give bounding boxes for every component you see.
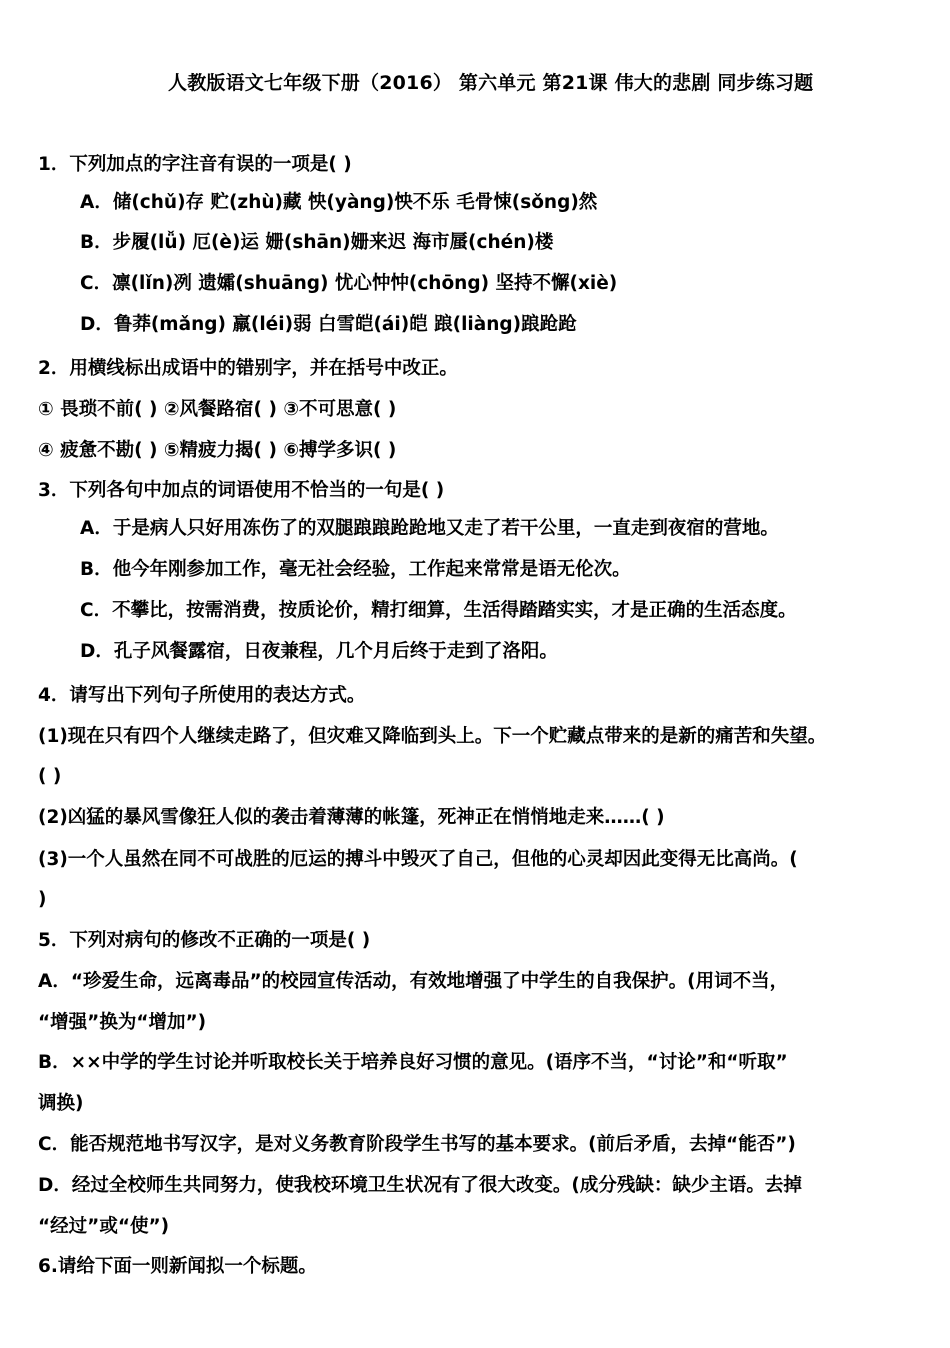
q1-stem: 1．下列加点的字注音有误的一项是( ) bbox=[38, 154, 352, 175]
q3-option-a: A．于是病人只好用冻伤了的双腿踉踉跄跄地又走了若干公里，一直走到夜宿的营地。 bbox=[80, 518, 779, 539]
q1-option-b: B．步履(lǚ) 厄(è)运 姗(shān)姗来迟 海市蜃(chén)楼 bbox=[80, 232, 554, 253]
q1-option-d: D．鲁莽(mǎng) 羸(léi)弱 白雪皑(ái)皑 踉(liàng)踉跄跄 bbox=[80, 314, 577, 335]
q1-option-c: C．凛(lǐn)冽 遗孀(shuāng) 忧心忡忡(chōng) 坚持不懈(xiè) bbox=[80, 273, 618, 294]
q1-option-a: A．储(chǔ)存 贮(zhù)藏 怏(yàng)怏不乐 毛骨悚(sǒng)然 bbox=[80, 192, 598, 213]
q5-option-c: C．能否规范地书写汉字，是对义务教育阶段学生书写的基本要求。(前后矛盾，去掉“能否”) bbox=[38, 1134, 796, 1155]
q5-option-a-line2: “增强”换为“增加”) bbox=[38, 1012, 207, 1033]
q4-sentence-3: (3)一个人虽然在同不可战胜的厄运的搏斗中毁灭了自己，但他的心灵却因此变得无比高尚。( bbox=[38, 849, 798, 870]
q2-row-2: ④ 疲惫不勘( ) ⑤精疲力揭( ) ⑥搏学多识( ) bbox=[38, 440, 397, 461]
q3-option-c: C．不攀比，按需消费，按质论价，精打细算，生活得踏踏实实，才是正确的生活态度。 bbox=[80, 600, 797, 621]
q3-option-d: D．孔子风餐露宿，日夜兼程，几个月后终于走到了洛阳。 bbox=[80, 641, 558, 662]
q6-stem: 6.请给下面一则新闻拟一个标题。 bbox=[38, 1256, 317, 1277]
q2-stem: 2．用横线标出成语中的错别字，并在括号中改正。 bbox=[38, 358, 458, 379]
q4-sentence-1: (1)现在只有四个人继续走路了，但灾难又降临到头上。下一个贮藏点带来的是新的痛苦和失望。 bbox=[38, 726, 827, 747]
q3-option-b: B．他今年刚参加工作，毫无社会经验，工作起来常常是语无伦次。 bbox=[80, 559, 631, 580]
q5-option-b-line1: B．××中学的学生讨论并听取校长关于培养良好习惯的意见。(语序不当，“讨论”和“听取” bbox=[38, 1052, 788, 1073]
q4-answer-blank-3: ) bbox=[38, 889, 47, 910]
q4-stem: 4．请写出下列句子所使用的表达方式。 bbox=[38, 685, 366, 706]
q5-stem: 5．下列对病句的修改不正确的一项是( ) bbox=[38, 930, 371, 951]
q5-option-d-line2: “经过”或“使”) bbox=[38, 1216, 170, 1237]
q4-sentence-2: (2)凶猛的暴风雪像狂人似的袭击着薄薄的帐篷，死神正在悄悄地走来……( ) bbox=[38, 807, 665, 828]
document-title: 人教版语文七年级下册（2016） 第六单元 第21课 伟大的悲剧 同步练习题 bbox=[168, 72, 814, 94]
q4-answer-blank-1: ( ) bbox=[38, 766, 62, 787]
q2-row-1: ① 畏琐不前( ) ②风餐路宿( ) ③不可思意( ) bbox=[38, 399, 397, 420]
q5-option-b-line2: 调换) bbox=[38, 1093, 84, 1114]
q5-option-a-line1: A．“珍爱生命，远离毒品”的校园宣传活动，有效地增强了中学生的自我保护。(用词不当， bbox=[38, 971, 789, 992]
q3-stem: 3．下列各句中加点的词语使用不恰当的一句是( ) bbox=[38, 480, 445, 501]
q5-option-d-line1: D．经过全校师生共同努力，使我校环境卫生状况有了很大改变。(成分残缺：缺少主语。去掉 bbox=[38, 1175, 802, 1196]
